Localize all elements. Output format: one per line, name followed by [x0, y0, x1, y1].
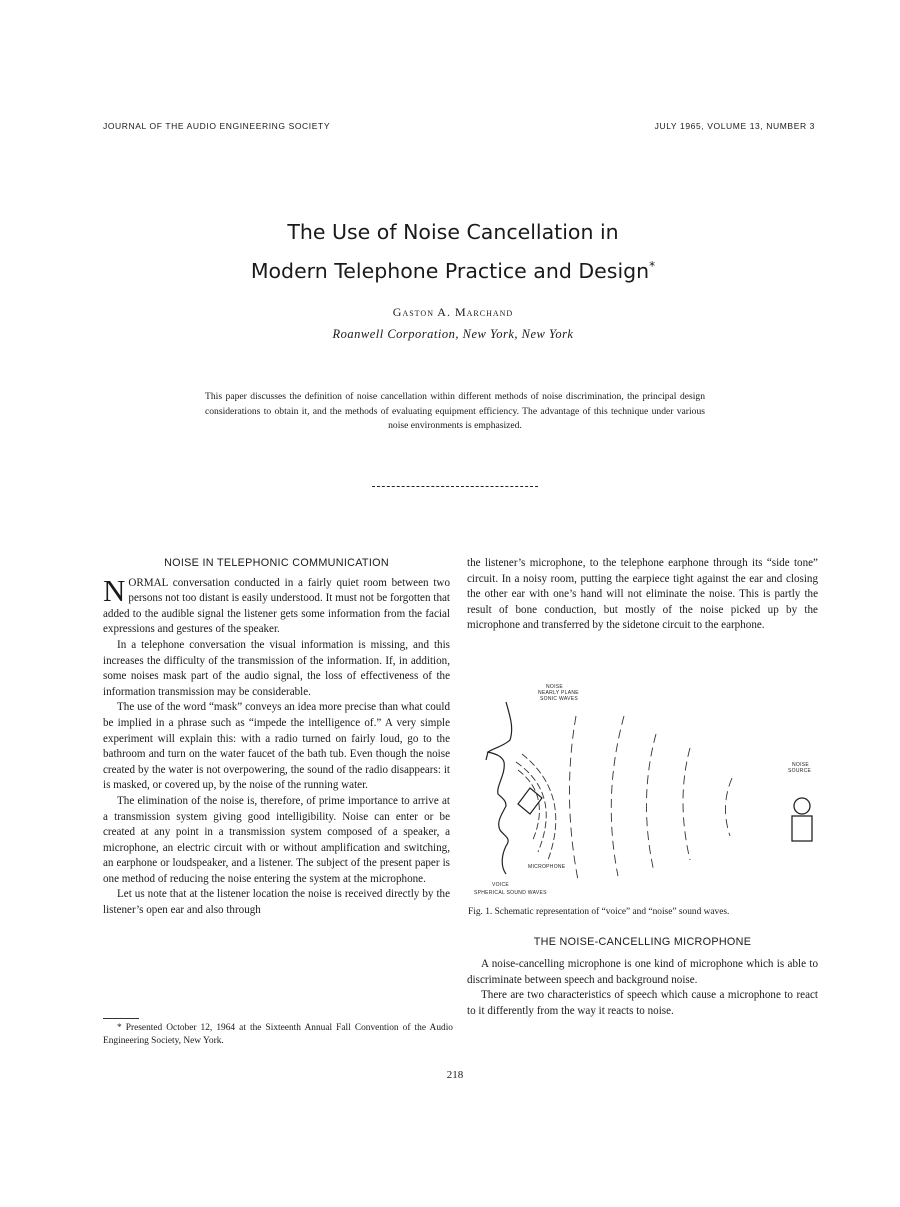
author-name: Gaston A. Marchand: [392, 305, 514, 319]
title-line-2: Modern Telephone Practice and Design*: [250, 258, 656, 283]
speaker-head-outline: [486, 702, 512, 874]
paragraph: The use of the word “mask” conveys an idea more precise than what could be implied in a phrase such as “impede the intelligence of.” A very simple experiment will explain this: with a radio turned on fairly loud, go to the bathroom and turn on the water faucet of the bath tub. Even though the noise created by the water is not overpowering, the sound of the radio disappears: it is masked, or covered up, by the noise of the running water.: [103, 701, 450, 792]
figure-sound-waves: [466, 676, 818, 901]
noise-source-icon: [792, 798, 812, 841]
journal-header: JOURNAL OF THE AUDIO ENGINEERING SOCIETY: [103, 121, 331, 131]
figure-label: NEARLY PLANE: [538, 690, 579, 696]
microphone-icon: [518, 788, 542, 814]
paragraph: In a telephone conversation the visual information is missing, and this increases the difficulty of the transmission of the information. If, in addition, some noises mask part of the audio signal, the loss of effectiveness of the information transmission may be considerable.: [103, 638, 450, 698]
left-column: [103, 556, 450, 919]
figure-label: NOISE: [546, 684, 564, 690]
section-heading: NOISE IN TELEPHONIC COMMUNICATION: [164, 557, 389, 569]
paragraph: There are two characteristics of speech which cause a microphone to react to it differently from the way it reacts to noise.: [467, 989, 818, 1017]
section-heading: THE NOISE-CANCELLING MICROPHONE: [533, 936, 752, 948]
noise-wave-lines: [569, 716, 732, 880]
drop-cap: N: [103, 572, 126, 608]
page-number: 218: [446, 1069, 464, 1081]
figure-label: MICROPHONE: [528, 864, 566, 870]
paragraph: A noise-cancelling microphone is one kind of microphone which is able to discriminate between speech and background noise.: [467, 958, 818, 986]
figure-label: NOISE: [792, 762, 810, 768]
abstract: This paper discusses the definition of noise cancellation within different methods of noise discrimination, the principal design considerations to obtain it, and the methods of evaluating equipment efficiency. The advantage of this technique under various noise environments is emphasized.: [205, 391, 705, 431]
paper-title: [0, 215, 900, 288]
footnote-rule: [103, 1018, 139, 1019]
figure-label: SPHERICAL SOUND WAVES: [474, 890, 547, 896]
paragraph: Let us note that at the listener location the noise is received directly by the listener’s open ear and also through: [103, 888, 450, 917]
right-column: [467, 556, 818, 634]
figure-label: SONIC WAVES: [540, 696, 579, 702]
title-footnote-mark: *: [649, 259, 656, 273]
title-line-1: The Use of Noise Cancellation in: [287, 220, 619, 244]
author-affiliation: Roanwell Corporation, New York, New York: [332, 327, 574, 341]
figure-label: VOICE: [492, 882, 510, 888]
paragraph: NORMAL conversation conducted in a fairly quiet room between two persons not too distant is easily understood. It must not be forgotten that added to the audible signal the listener gets some information from the facial expressions and gestures of the speaker.: [103, 572, 450, 636]
section-divider: [372, 486, 538, 487]
right-column-continued: [467, 957, 818, 1019]
paragraph: the listener’s microphone, to the telephone earphone through its “side tone” circuit. In a noisy room, putting the earpiece tight against the ear and closing the other ear with one’s hand will not eliminate the noise. This is partly the result of bone conduction, but mostly of the noise picked up by the microphone and transferred by the sidetone circuit to the earphone.: [467, 557, 818, 632]
figure-label: SOURCE: [788, 768, 812, 774]
figure-caption: Fig. 1. Schematic representation of “voice” and “noise” sound waves.: [468, 907, 730, 917]
footnote: * Presented October 12, 1964 at the Sixteenth Annual Fall Convention of the Audio Engineering Society, New York.: [103, 1023, 453, 1046]
paragraph: The elimination of the noise is, therefore, of prime importance to arrive at a transmission system giving good intelligibility. Noise can enter or be created at any point in a transmission system composed of a speaker, a microphone, an electric circuit with or without amplification and switching, an earphone or loudspeaker, and a listener. The subject of the present paper is one method of reducing the noise entering the system at the microphone.: [103, 794, 450, 885]
issue-header: JULY 1965, VOLUME 13, NUMBER 3: [654, 121, 815, 131]
